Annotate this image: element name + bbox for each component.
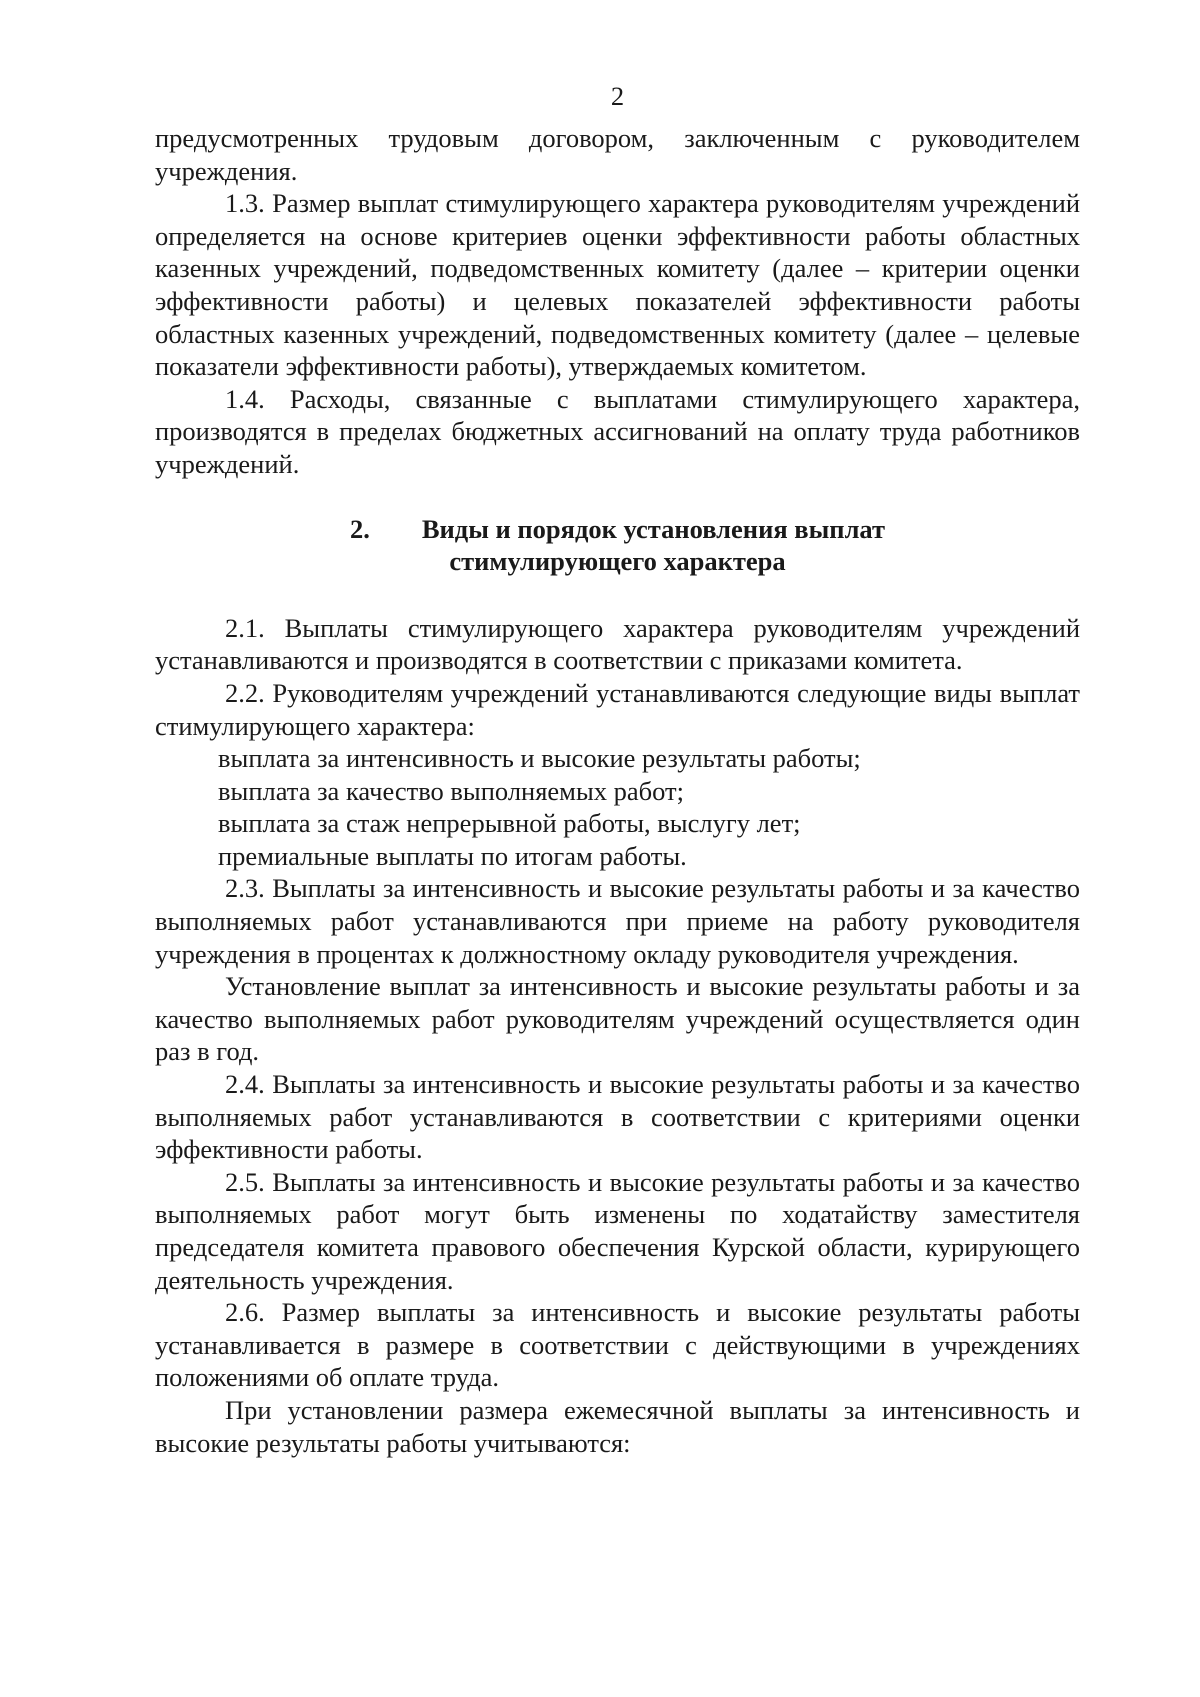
list-item: выплата за качество выполняемых работ; <box>218 775 684 806</box>
paragraph-2-6: 2.6. Размер выплаты за интенсивность и высокие результаты работы устанавливается в размере в соответствии с действующими в учреждениях положениями об оплате труда. <box>155 1297 1080 1393</box>
paragraph-2-2: 2.2. Руководителям учреждений устанавливаются следующие виды выплат стимулирующего характера: <box>155 677 1080 741</box>
paragraph-1-4: 1.4. Расходы, связанные с выплатами стимулирующего характера, производятся в пределах бюджетных ассигнований на оплату труда работников учреждений. <box>155 383 1080 479</box>
section-number: 2. <box>349 513 370 544</box>
list-item: выплата за стаж непрерывной работы, выслугу лет; <box>218 808 801 839</box>
paragraph-1-3: 1.3. Размер выплат стимулирующего характера руководителям учреждений определяется на основе критериев оценки эффективности работы областных казенных учреждений, подведомственных комитету (далее – критерии оценки эффективности работы) и целевых показателей эффективности работы областных казенных учреждений, подведомственных комитету (далее – целевые показатели эффективности работы), утверждаемых комитетом. <box>155 188 1080 382</box>
paragraph-2-1: 2.1. Выплаты стимулирующего характера руководителям учреждений устанавливаются и производятся в соответствии с приказами комитета. <box>155 612 1080 676</box>
list-item: выплата за интенсивность и высокие результаты работы; <box>218 743 861 774</box>
section-title-line-2: стимулирующего характера <box>449 546 786 577</box>
paragraph-2-4: 2.4. Выплаты за интенсивность и высокие результаты работы и за качество выполняемых работ устанавливаются в соответствии с критериями оценки эффективности работы. <box>155 1069 1080 1165</box>
paragraph-2-6-continued: При установлении размера ежемесячной выплаты за интенсивность и высокие результаты работы учитываются: <box>155 1394 1080 1458</box>
paragraph-2-3: 2.3. Выплаты за интенсивность и высокие результаты работы и за качество выполняемых работ устанавливаются при приеме на работу руководителя учреждения в процентах к должностному окладу руководителя учреждения. <box>155 873 1080 969</box>
list-item: премиальные выплаты по итогам работы. <box>218 840 687 871</box>
paragraph-2-3-continued: Установление выплат за интенсивность и высокие результаты работы и за качество выполняемых работ руководителям учреждений осуществляется один раз в год. <box>155 971 1080 1067</box>
section-title-line-1: Виды и порядок установления выплат <box>421 513 886 544</box>
section-heading <box>155 513 1080 578</box>
paragraph-2-5: 2.5. Выплаты за интенсивность и высокие результаты работы и за качество выполняемых работ могут быть изменены по ходатайству заместителя председателя комитета правового обеспечения Курской области, курирующего деятельность учреждения. <box>155 1166 1080 1295</box>
paragraph-continuation: предусмотренных трудовым договором, заключенным с руководителем учреждения. <box>155 123 1080 186</box>
document-page <box>155 70 1080 1459</box>
page-number: 2 <box>610 81 625 111</box>
